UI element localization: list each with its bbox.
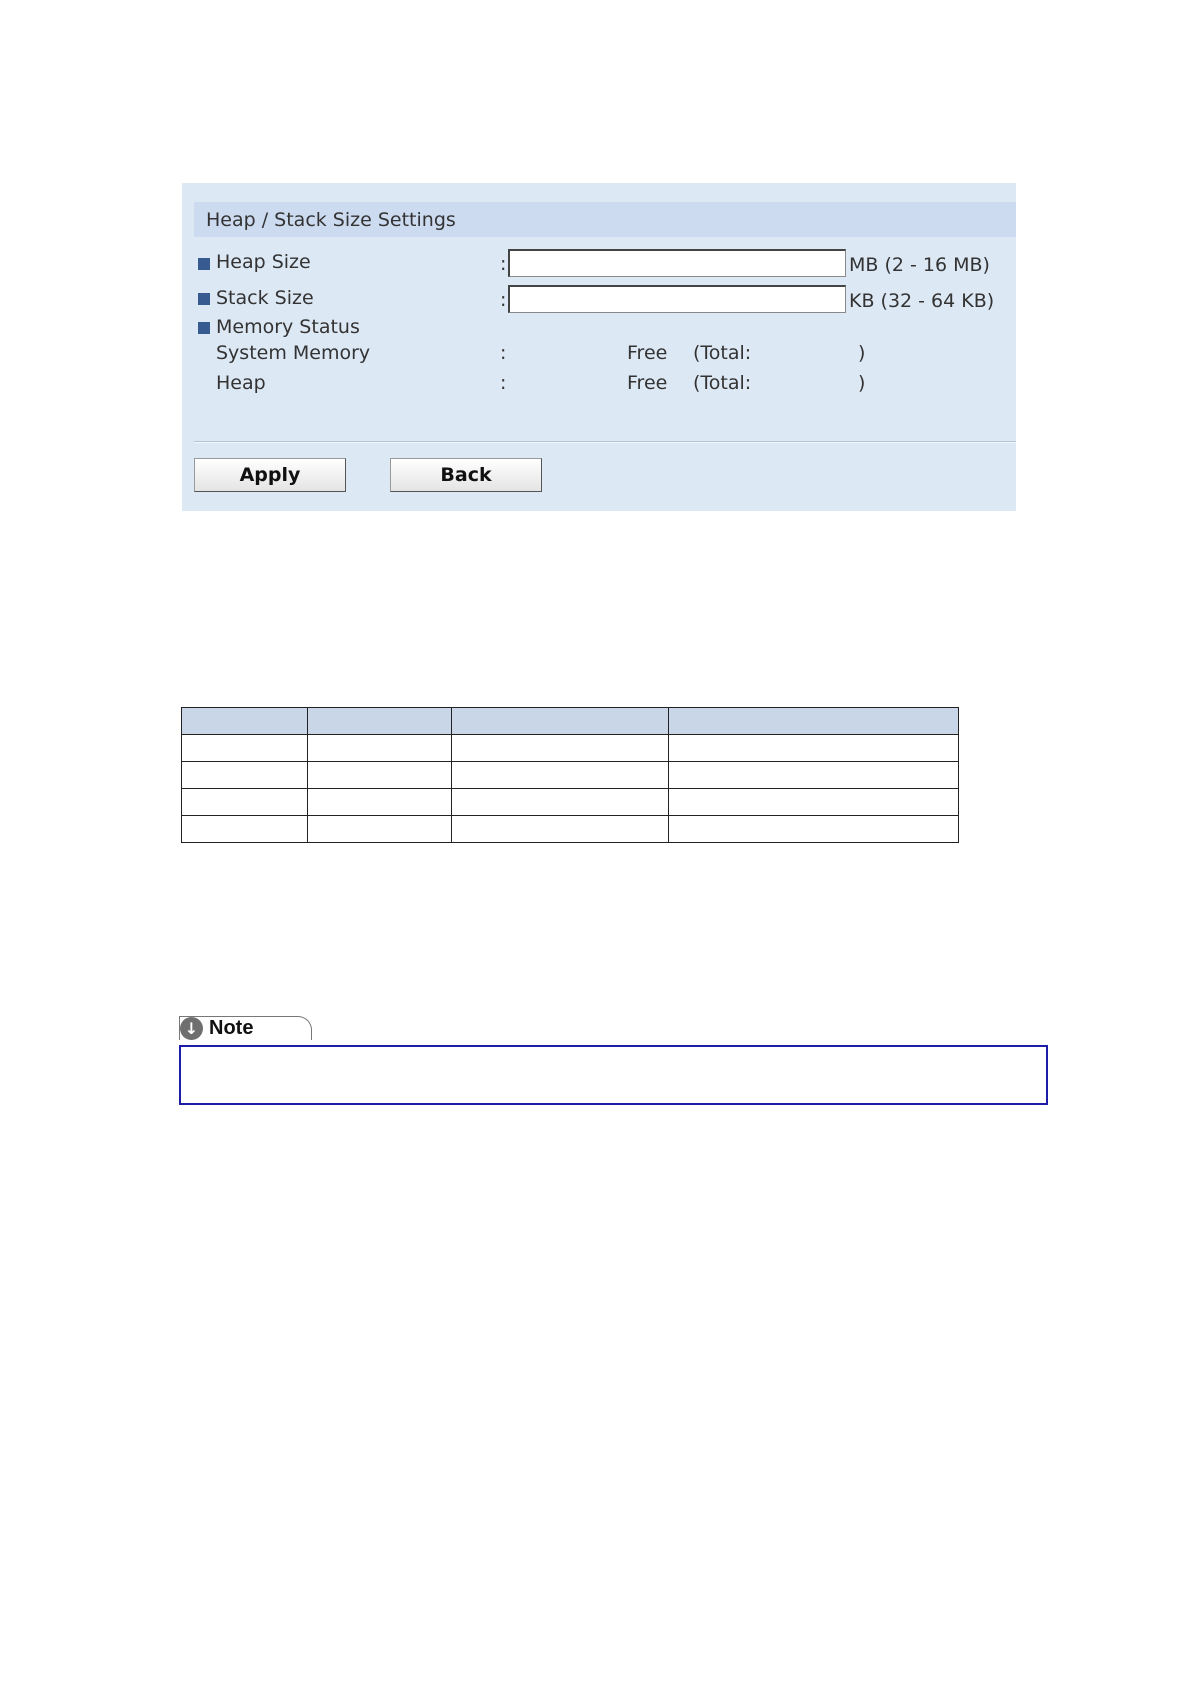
table-cell	[308, 735, 452, 762]
apply-button[interactable]: Apply	[194, 458, 346, 492]
stack-size-bullet-icon	[198, 293, 210, 305]
table-cell	[308, 762, 452, 789]
heap-memory-separator: :	[500, 372, 507, 394]
table-row	[182, 762, 959, 789]
table-cell	[452, 735, 669, 762]
table-cell	[308, 789, 452, 816]
table-cell	[669, 735, 959, 762]
stack-size-separator: :	[500, 289, 507, 311]
stack-size-input[interactable]	[508, 285, 846, 313]
arrow-down-circle-icon: ↓	[180, 1017, 203, 1040]
stack-size-unit: KB (32 - 64 KB)	[849, 290, 995, 312]
note-tab	[179, 1016, 312, 1040]
heap-memory-label: Heap	[216, 372, 266, 394]
table-row	[182, 816, 959, 843]
table-cell	[182, 735, 308, 762]
system-memory-close: )	[858, 342, 866, 364]
empty-table	[181, 707, 959, 843]
table-cell	[669, 789, 959, 816]
table-cell	[308, 816, 452, 843]
note-label: Note	[209, 1017, 254, 1039]
system-memory-label: System Memory	[216, 342, 371, 364]
back-button[interactable]: Back	[390, 458, 542, 492]
memory-status-label: Memory Status	[216, 316, 360, 338]
heap-size-input[interactable]	[508, 249, 846, 277]
table-cell	[669, 816, 959, 843]
heap-size-unit: MB (2 - 16 MB)	[849, 254, 990, 276]
table-row	[182, 789, 959, 816]
table-cell	[182, 762, 308, 789]
table-cell	[452, 789, 669, 816]
table-cell	[182, 816, 308, 843]
table-cell	[452, 762, 669, 789]
panel-header	[194, 202, 1016, 237]
table-header-cell	[308, 708, 452, 735]
system-memory-total: (Total:	[693, 342, 752, 364]
table-header-cell	[452, 708, 669, 735]
table-header-cell	[669, 708, 959, 735]
note-box	[179, 1045, 1048, 1105]
stack-size-label: Stack Size	[216, 287, 314, 309]
table-row	[182, 735, 959, 762]
heap-memory-close: )	[858, 372, 866, 394]
heap-memory-free: Free	[627, 372, 668, 394]
heap-size-separator: :	[500, 253, 507, 275]
table-cell	[669, 762, 959, 789]
panel-title: Heap / Stack Size Settings	[206, 209, 456, 231]
system-memory-free: Free	[627, 342, 668, 364]
table-cell	[452, 816, 669, 843]
heap-memory-total: (Total:	[693, 372, 752, 394]
heap-size-label: Heap Size	[216, 251, 311, 273]
table-cell	[182, 789, 308, 816]
heap-stack-settings-panel	[182, 183, 1016, 511]
memory-status-bullet-icon	[198, 322, 210, 334]
panel-divider	[194, 441, 1016, 443]
table-header-cell	[182, 708, 308, 735]
system-memory-separator: :	[500, 342, 507, 364]
heap-size-bullet-icon	[198, 258, 210, 270]
table-header-row	[182, 708, 959, 735]
